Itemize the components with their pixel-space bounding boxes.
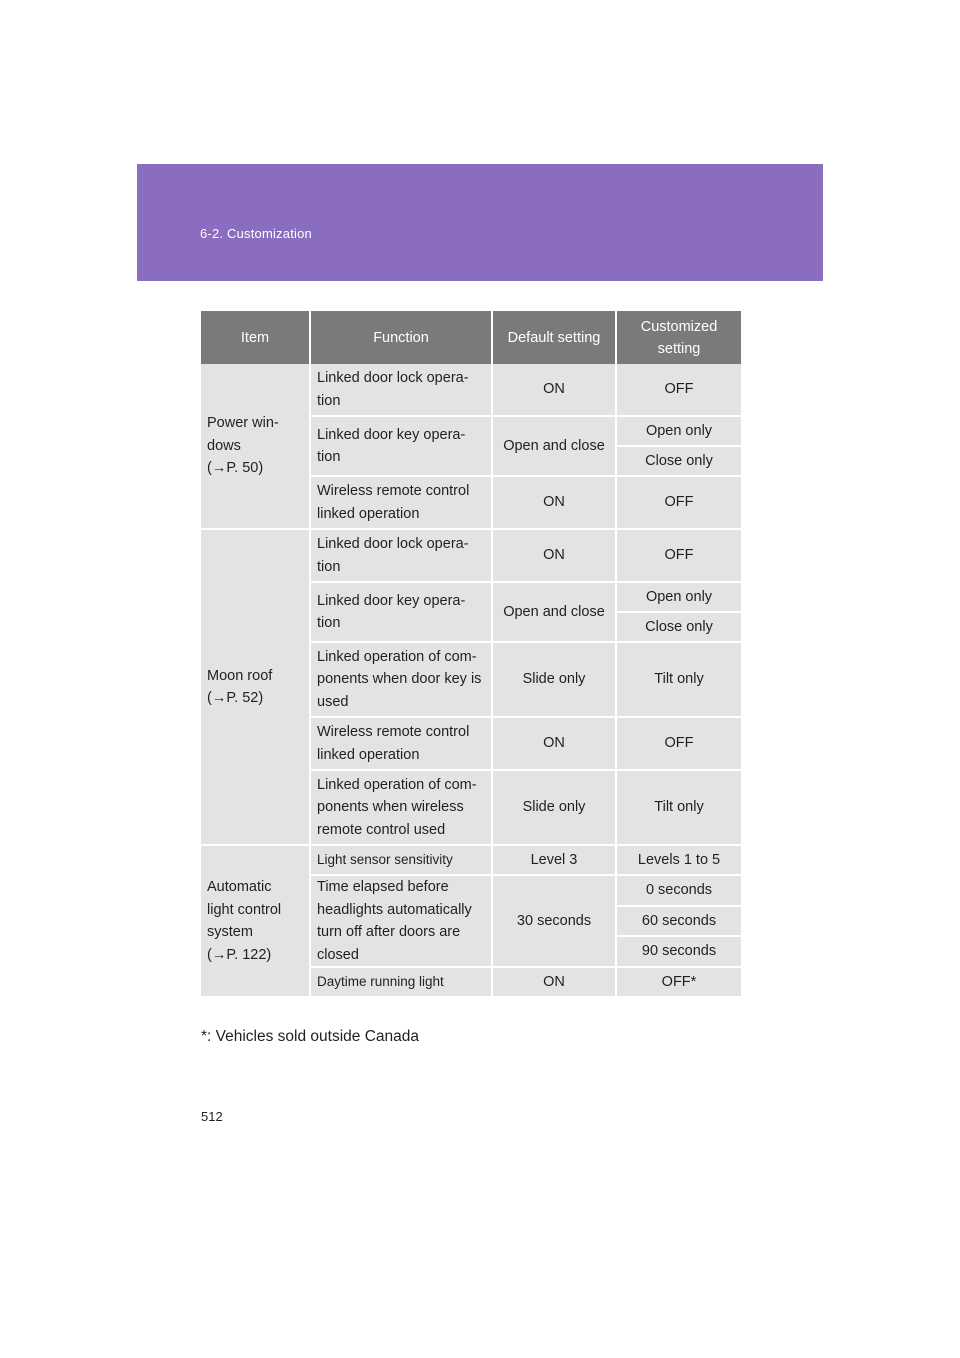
- text-line: Linked door lock opera-: [317, 536, 469, 552]
- text-line: Linked door lock opera-: [317, 370, 469, 386]
- column-header-function: Function: [311, 311, 493, 364]
- function-cell: [311, 968, 493, 998]
- item-cell: [201, 364, 311, 530]
- default-setting-cell: ON: [493, 364, 617, 417]
- customized-setting-cell: Tilt only: [617, 643, 741, 718]
- text-line: Power win-: [207, 415, 279, 432]
- default-setting-cell: ON: [493, 530, 617, 583]
- customized-setting-cell: OFF: [617, 530, 741, 583]
- text-line: linked operation: [317, 746, 420, 763]
- function-cell: [311, 718, 493, 771]
- text-line: used: [317, 693, 349, 710]
- customized-setting-cell: Levels 1 to 5: [617, 846, 741, 876]
- customized-setting-cell: OFF*: [617, 968, 741, 998]
- text-line: (→P. 50): [207, 460, 264, 477]
- text-line: ponents when door key is: [317, 671, 482, 688]
- function-cell: [311, 846, 493, 876]
- default-setting-cell: Open and close: [493, 417, 617, 477]
- text-line: turn off after doors are: [317, 924, 461, 940]
- item-cell: [201, 530, 311, 846]
- text-line: headlights automatically: [317, 901, 472, 918]
- item-cell: [201, 846, 311, 998]
- customized-setting-cell: OFF: [617, 364, 741, 417]
- column-header-item: Item: [201, 311, 311, 364]
- text-line: (→P. 52): [207, 690, 264, 706]
- text-line: Time elapsed before: [317, 879, 449, 895]
- page-number: 512: [201, 1109, 223, 1124]
- text-line: Automatic: [207, 879, 272, 895]
- function-cell: [311, 364, 493, 417]
- table-body: [201, 364, 741, 998]
- customized-setting-cell: Close only: [617, 447, 741, 477]
- text-line: Daytime running light: [317, 973, 444, 989]
- footnote: *: Vehicles sold outside Canada: [201, 1028, 420, 1045]
- table-header-row: [201, 311, 741, 364]
- table-row: [201, 530, 741, 583]
- text-line: tion: [317, 558, 341, 575]
- text-line: linked operation: [317, 505, 420, 522]
- customized-setting-cell: 0 seconds: [617, 876, 741, 907]
- text-line: remote control used: [317, 821, 446, 838]
- default-setting-cell: ON: [493, 968, 617, 998]
- default-setting-cell: Open and close: [493, 583, 617, 643]
- customized-setting-cell: OFF: [617, 718, 741, 771]
- text-line: (→P. 122): [207, 946, 272, 963]
- text-line: Linked door key opera-: [317, 426, 466, 443]
- text-line: Light sensor sensitivity: [317, 851, 453, 867]
- default-setting-cell: ON: [493, 718, 617, 771]
- customized-setting-cell: 90 seconds: [617, 937, 741, 968]
- text-line: light control: [207, 901, 282, 918]
- customized-setting-cell: Open only: [617, 417, 741, 447]
- function-cell: [311, 583, 493, 643]
- function-cell: [311, 477, 493, 530]
- customized-setting-cell: Close only: [617, 613, 741, 643]
- text-line: Linked operation of com-: [317, 776, 477, 793]
- text-line: tion: [317, 615, 341, 631]
- function-cell: [311, 530, 493, 583]
- customized-setting-cell: OFF: [617, 477, 741, 530]
- customization-table: [201, 311, 741, 998]
- default-setting-cell: ON: [493, 477, 617, 530]
- customized-setting-cell: 60 seconds: [617, 907, 741, 938]
- text-line: Linked operation of com-: [317, 648, 477, 665]
- function-cell: [311, 771, 493, 846]
- table-row: [201, 846, 741, 876]
- text-line: tion: [317, 449, 341, 465]
- text-line: Linked door key opera-: [317, 592, 466, 609]
- text-line: Moon roof: [207, 667, 273, 684]
- function-cell: [311, 643, 493, 718]
- section-title: 6-2. Customization: [200, 226, 312, 241]
- default-setting-cell: Slide only: [493, 643, 617, 718]
- text-line: Wireless remote control: [317, 483, 470, 499]
- text-line: dows: [207, 437, 241, 454]
- text-line: ponents when wireless: [317, 799, 464, 816]
- text-line: system: [207, 924, 253, 940]
- text-line: closed: [317, 946, 359, 963]
- column-header-default: Default setting: [493, 311, 617, 364]
- function-cell: [311, 417, 493, 477]
- customized-setting-cell: Open only: [617, 583, 741, 613]
- customized-setting-cell: Tilt only: [617, 771, 741, 846]
- default-setting-cell: Level 3: [493, 846, 617, 876]
- default-setting-cell: Slide only: [493, 771, 617, 846]
- table-row: [201, 364, 741, 417]
- default-setting-cell: 30 seconds: [493, 876, 617, 968]
- text-line: Wireless remote control: [317, 724, 470, 740]
- function-cell: [311, 876, 493, 968]
- text-line: tion: [317, 392, 341, 409]
- column-header-customized: Customized setting: [617, 311, 741, 364]
- section-header-band: [137, 164, 823, 281]
